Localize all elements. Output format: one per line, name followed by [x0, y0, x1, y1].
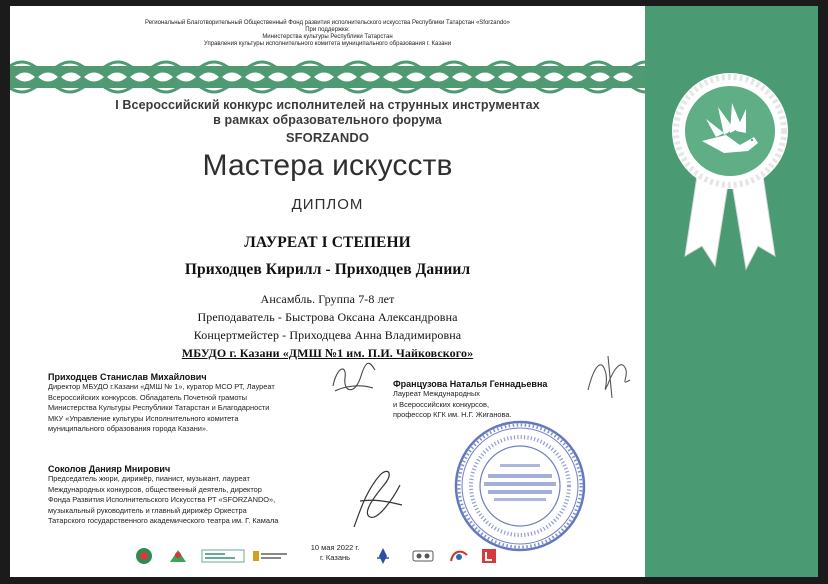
- medal-icon: [660, 61, 800, 281]
- signatory-desc-line: муниципального образования города Казани».: [48, 424, 209, 433]
- org-line-2: При поддержке:: [305, 27, 350, 33]
- signatory-desc-line: Министерства Культуры Республики Татарстан и Благодарности: [48, 403, 270, 412]
- footer-city: г. Казань: [319, 553, 351, 562]
- signature-icon: [340, 461, 410, 536]
- signatory-name: Французова Наталья Геннадьевна: [393, 379, 548, 389]
- signature-block-3: [48, 464, 388, 527]
- signature-icon: [578, 346, 638, 406]
- award-category: Ансамбль. Группа 7-8 лет: [260, 292, 395, 306]
- partner-logo: [372, 546, 394, 566]
- signature-icon: [325, 356, 380, 401]
- partner-logo: [133, 546, 155, 566]
- award-recipients: Приходцев Кирилл - Приходцев Даниил: [184, 261, 471, 278]
- footer-date: 10 мая 2022 г.: [310, 543, 360, 552]
- signatory-desc-line: МКУ «Управление культуры Исполнительного комитета: [48, 413, 239, 423]
- award-degree: ЛАУРЕАТ I СТЕПЕНИ: [244, 234, 411, 251]
- partner-logo: [250, 546, 290, 566]
- partner-logo: [200, 546, 245, 566]
- main-title: Мастера искусств: [202, 149, 453, 182]
- partner-logo: [165, 546, 191, 566]
- award-school: МБУДО г. Казани «ДМШ №1 им. П.И. Чайковского»: [181, 346, 474, 360]
- org-line-3: Министерства культуры Республики Татарстан: [262, 34, 393, 40]
- contest-title-line1: I Всероссийский конкурс исполнителей на струнных инструментах: [115, 98, 540, 112]
- partner-logo: [478, 546, 500, 566]
- signatory-desc-line: Татарского государственного академического театра им. Г. Камала: [48, 516, 279, 525]
- org-line-4: Управления культуры исполнительного комитета муниципального образования г. Казани: [203, 41, 452, 47]
- contest-title-line2: в рамках образовательного форума: [213, 113, 442, 127]
- contest-title-sforzando: SFORZANDO: [285, 130, 370, 145]
- signatory-desc-line: Председатель жюри, дирижёр, пианист, музыкант, лауреат: [48, 474, 250, 483]
- stamp-icon: [450, 416, 590, 556]
- signatory-desc-line: Всероссийских конкурсов. Обладатель Почетной грамоты: [48, 392, 247, 402]
- org-line-1: Региональный Благотворительный Общественный Фонд развития исполнительского искусства Республики Татарстан «Sforzando»: [145, 20, 510, 26]
- decorative-wave-band: [10, 58, 645, 96]
- signatory-desc-line: музыкальный руководитель и главный дирижёр Оркестра: [48, 505, 247, 515]
- partner-logo: [410, 546, 436, 566]
- signatory-desc-line: Директор МБУДО г.Казани «ДМШ № 1», куратор МСО РТ, Лауреат: [48, 382, 275, 391]
- signatory-desc-line: Международных конкурсов, общественный деятель, директор: [48, 484, 262, 494]
- signatory-desc-line: Фонда Развития Исполнительского Искусства РТ «SFORZANDO»,: [48, 495, 276, 504]
- award-teacher: Преподаватель - Быстрова Оксана Александровна: [197, 310, 458, 324]
- diploma-page: [10, 6, 818, 577]
- footer-date-block: [295, 543, 375, 563]
- signatory-name: Приходцев Станислав Михайлович: [48, 372, 207, 382]
- diploma-label: ДИПЛОМ: [291, 196, 364, 213]
- award-accompanist: Концертмейстер - Приходцева Анна Владимировна: [193, 328, 462, 342]
- signatory-name: Соколов Данияр Мнирович: [48, 464, 171, 474]
- signatory-desc-line: и Всероссийских конкурсов,: [393, 399, 490, 409]
- signatory-desc-line: профессор КГК им. Н.Г. Жиганова.: [393, 410, 512, 419]
- signatory-desc-line: Лауреат Международных: [393, 389, 480, 398]
- partner-logo: [446, 546, 472, 566]
